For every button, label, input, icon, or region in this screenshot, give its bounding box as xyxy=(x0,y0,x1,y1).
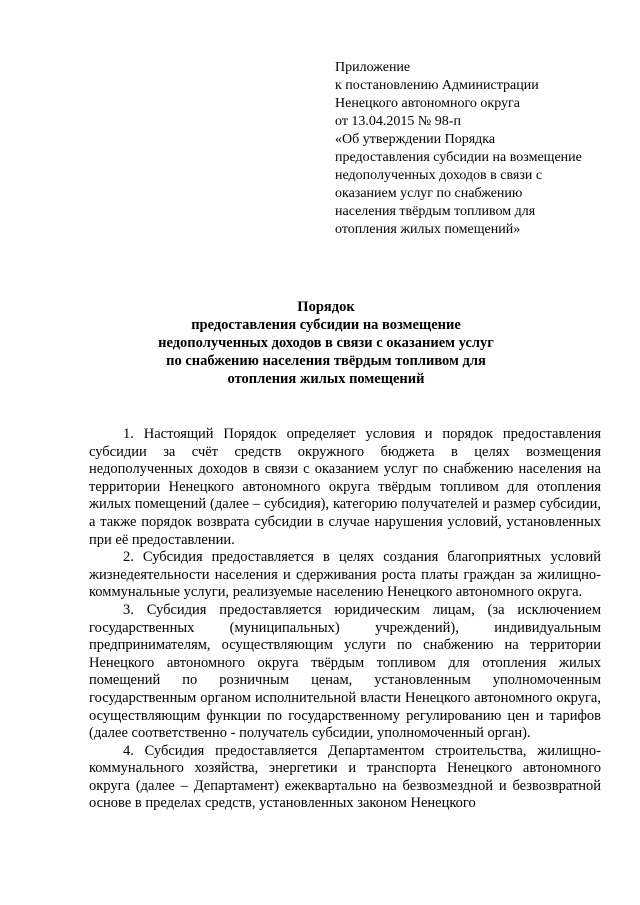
title-line: Порядок xyxy=(297,299,355,315)
appendix-header xyxy=(335,59,625,239)
appendix-line: населения твёрдым топливом для xyxy=(335,204,536,219)
appendix-line: отопления жилых помещений» xyxy=(335,222,521,237)
appendix-line: Приложение xyxy=(335,60,411,75)
appendix-line: предоставления субсидии на возмещение xyxy=(335,150,582,165)
paragraph-4: 4. Субсидия предоставляется Департаментом строительства, жилищно-коммунального хозяйства, энергетики и транспорта Ненецкого автономного округа (далее – Департамент) ежеквартально на безвозмездной и безвозвратной основе в пределах средств, установленных законом Ненецкого xyxy=(89,742,601,812)
appendix-line: Ненецкого автономного округа xyxy=(335,96,520,111)
title-line: недополученных доходов в связи с оказанием услуг xyxy=(158,335,494,351)
title-line: отопления жилых помещений xyxy=(227,371,425,387)
title-line: предоставления субсидии на возмещение xyxy=(191,317,461,333)
appendix-line: оказанием услуг по снабжению xyxy=(335,186,523,201)
paragraph-2: 2. Субсидия предоставляется в целях создания благоприятных условий жизнедеятельности населения и сдерживания роста платы граждан за жилищно-коммунальные услуги, реализуемые населению Ненецкого автономного округа. xyxy=(89,549,601,601)
appendix-line: недополученных доходов в связи с xyxy=(335,168,543,183)
document-body xyxy=(89,426,601,813)
document-title xyxy=(60,298,592,388)
paragraph-1: 1. Настоящий Порядок определяет условия и порядок предоставления субсидии за счёт средств окружного бюджета в целях возмещения недополученных доходов в связи с оказанием услуг по снабжению населения на территории Ненецкого автономного округа твёрдым топливом для отопления жилых помещений (далее – субсидия), категорию получателей и размер субсидии, а также порядок возврата субсидии в случае нарушения условий, установленных при её предоставлении. xyxy=(89,426,601,548)
appendix-line: от 13.04.2015 № 98-п xyxy=(335,114,461,129)
appendix-line: к постановлению Администрации xyxy=(335,78,539,93)
paragraph-3: 3. Субсидия предоставляется юридическим лицам, (за исключением государственных (муниципальных) учреждений), индивидуальным предпринимателям, осуществляющим услуги по снабжению на территории Ненецкого автономного округа твёрдым топливом для отопления жилых помещений по розничным ценам, установленным уполномоченным государственным органом исполнительной власти Ненецкого автономного округа, осуществляющим функции по государственному регулированию цен и тарифов (далее соответственно - получатель субсидии, уполномоченный орган). xyxy=(89,601,601,742)
title-line: по снабжению населения твёрдым топливом для xyxy=(166,353,486,369)
appendix-line: «Об утверждении Порядка xyxy=(335,132,496,147)
